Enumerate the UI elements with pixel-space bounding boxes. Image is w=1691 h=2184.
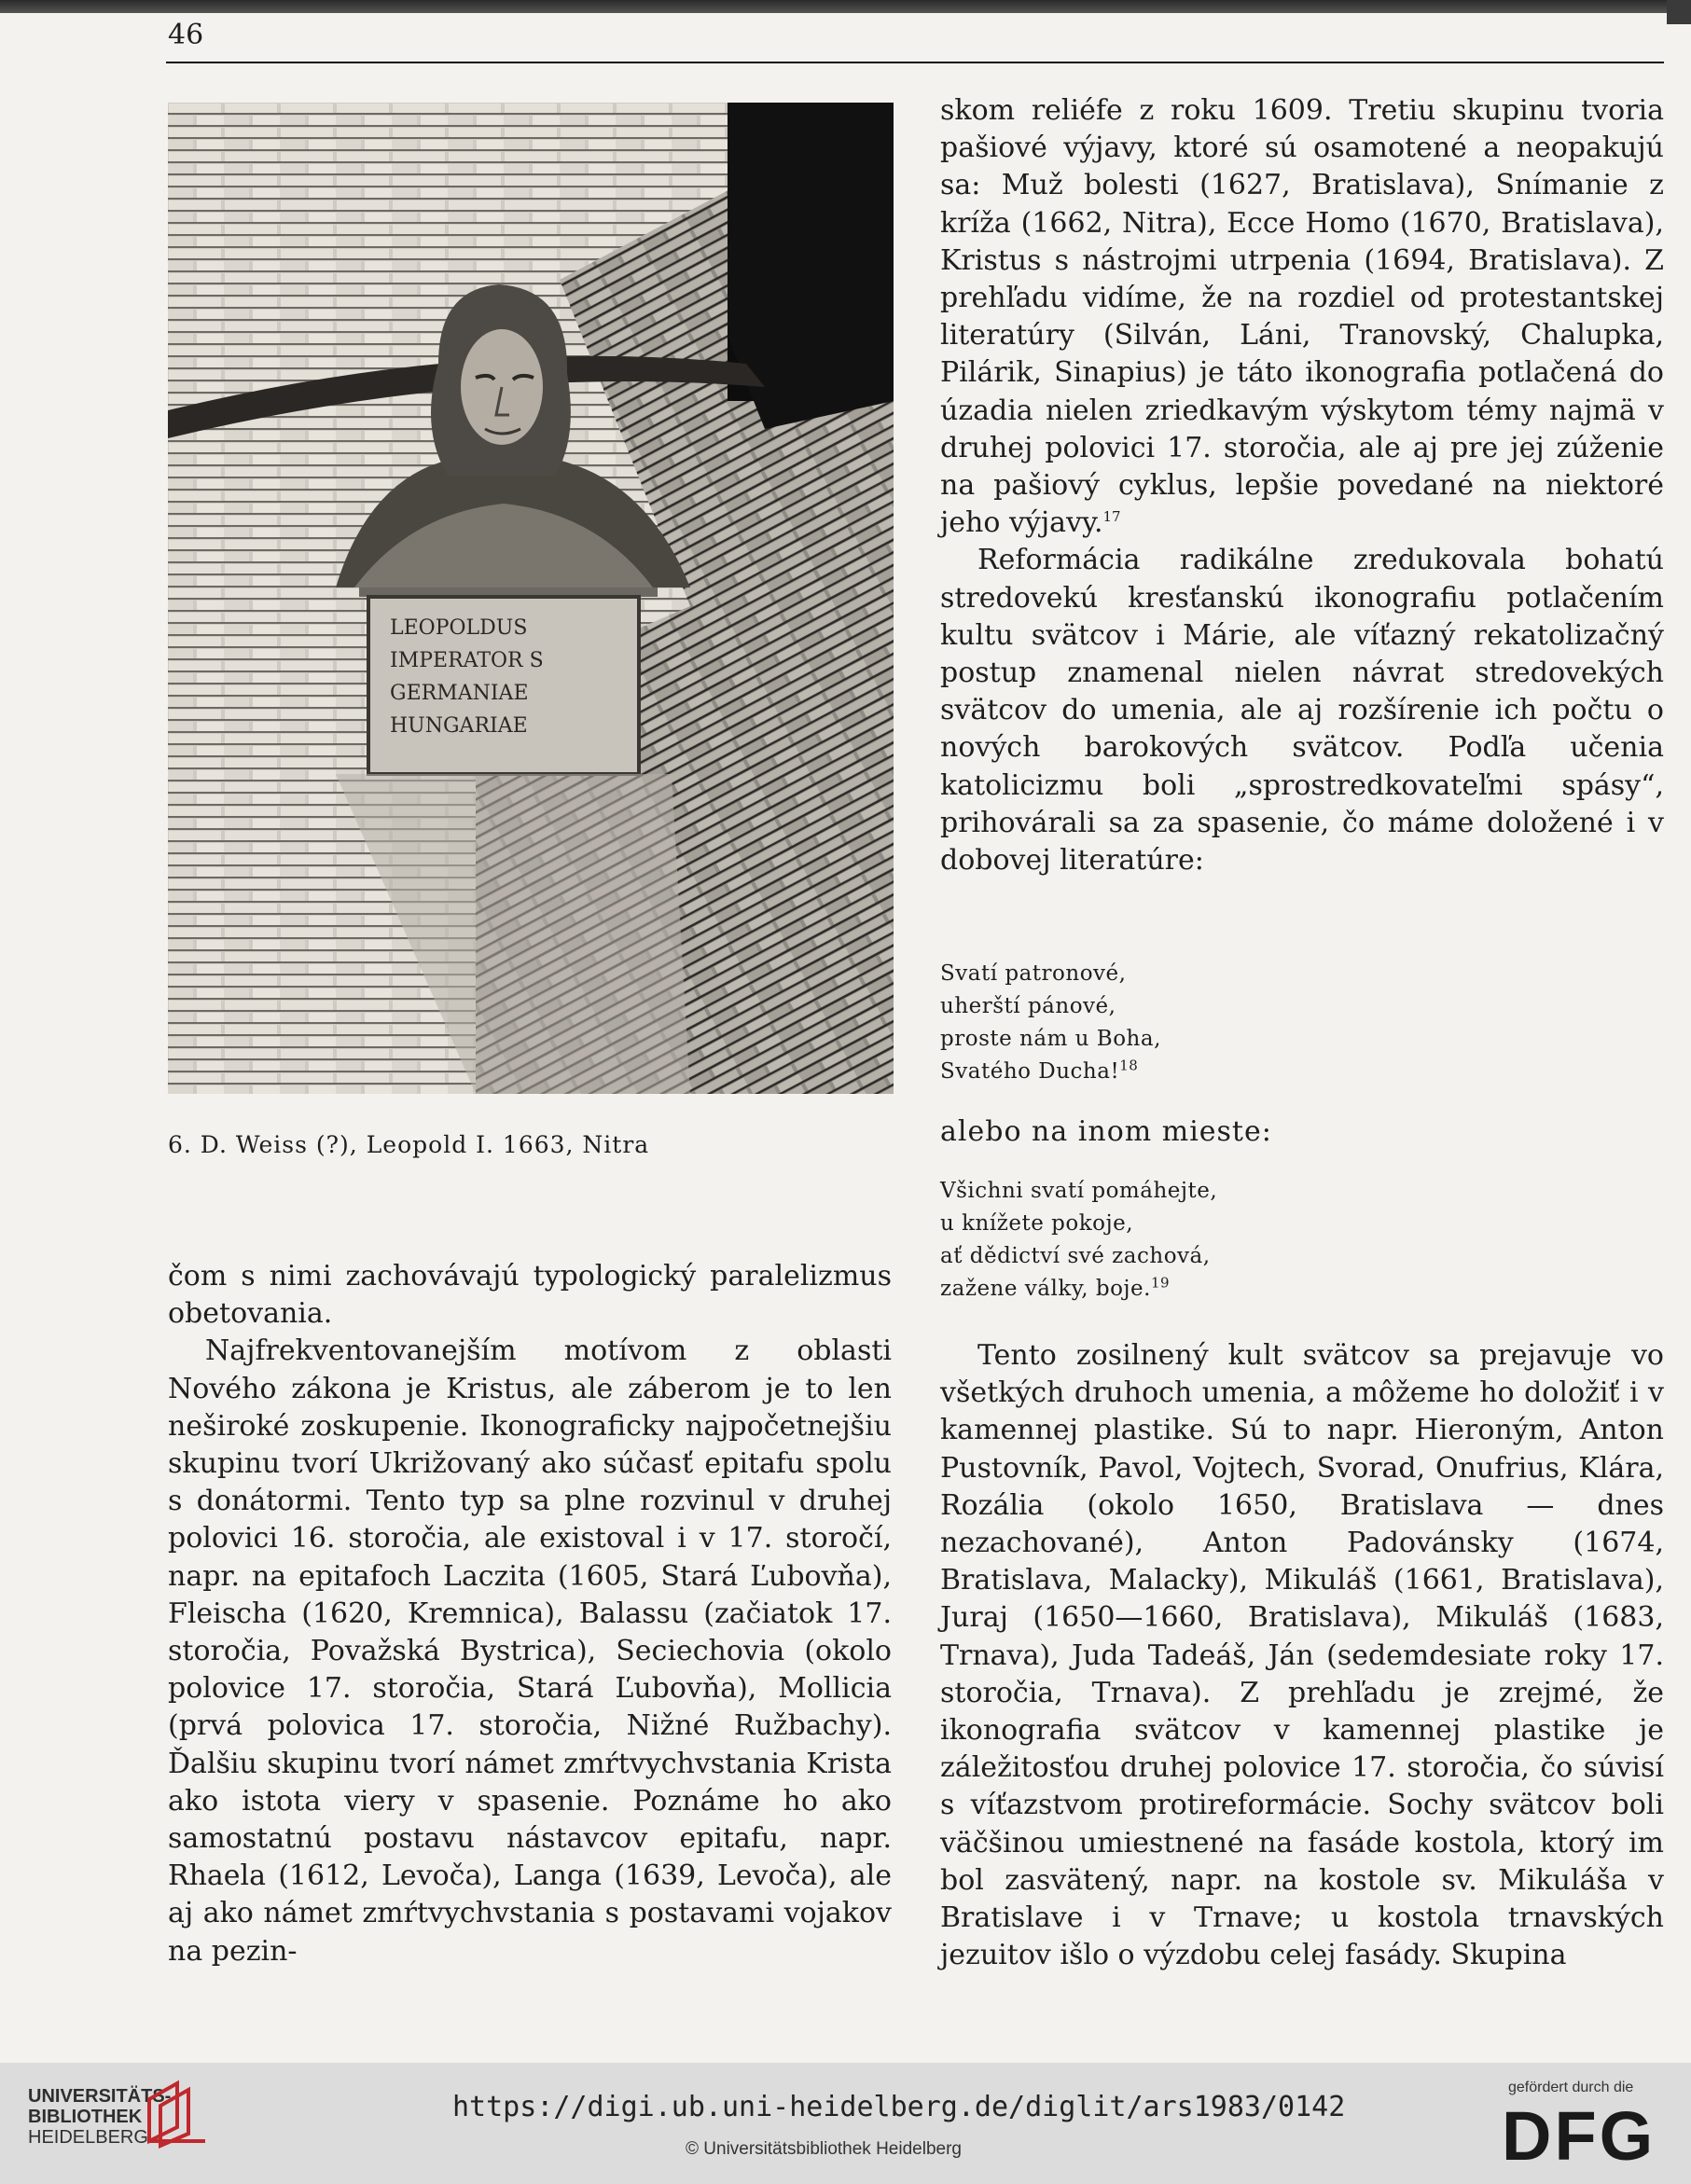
document-url-link[interactable]: https://digi.ub.uni-heidelberg.de/diglit/ars1983/0142 — [452, 2091, 1346, 2123]
footnote-ref: 19 — [1150, 1274, 1171, 1292]
library-name-line: HEIDELBERG — [28, 2127, 148, 2148]
right-column-bottom — [940, 1337, 1664, 1974]
funder-label: gefördert durch die — [1508, 2080, 1634, 2095]
paragraph: Tento zosilnený kult svätcov sa prejavuje vo všetkých druhoch umenia, a môžeme ho doložiť i v kamennej plastike. Sú to napr. Hieroným, Anton Pustovník, Pavol, Vojtech, Svorad, Onufrius, Klára, Rozália (okolo 1650, Bratislava — dnes nezachované), Anton Padovánsky (1674, Bratislava, Malacky), Mikuláš (1661, Bratislava), Juraj (1650—1660, Bratislava), Mikuláš (1683, Trnava), Juda Tadeáš, Ján (sedemdesiate roky 17. storočia, Trnava). Z prehľadu je zrejmé, že ikonografia svätcov v kamennej plastike je záležitosťou druhej polovice 17. storočia, čo súvisí s víťazstvom protireformácie. Sochy svätcov boli väčšinou umiestnené na fasáde kostola, ktorý im bol zasvätený, napr. na kostole sv. Mikuláša v Bratislave i v Trnave; u kostola trnavských jezuitov išlo o výzdobu celej fasády. Skupina — [940, 1339, 1664, 1972]
verse-line: uherští pánové, — [940, 994, 1116, 1018]
paragraph: čom s nimi zachovávajú typologický paralelizmus obetovania. — [168, 1260, 892, 1331]
verse-quote-2 — [940, 1175, 1217, 1306]
copyright-notice: © Universitätsbibliothek Heidelberg — [686, 2139, 962, 2159]
dfg-logo[interactable]: DFG — [1502, 2097, 1656, 2175]
left-column — [168, 1258, 892, 1970]
verse-line: ať dědictví své zachová, — [940, 1244, 1211, 1268]
verse-line: Všichni svatí pomáhejte, — [940, 1179, 1218, 1203]
verse-quote-1 — [940, 958, 1161, 1088]
footer-bar — [0, 2063, 1691, 2184]
figure-photo-leopold-bust — [168, 103, 894, 1094]
paragraph: Najfrekventovanejším motívom z oblasti Nového zákona je Kristus, ale záberom je to len neširoké zoskupenie. Ikonograficky najpočetnejšiu skupinu tvorí Ukrižovaný ako súčasť epitafu spolu s donátormi. Tento typ sa plne rozvinul v druhej polovici 16. storočia, ale existoval i v 17. storočí, napr. na epitafoch Laczita (1605, Stará Ľubovňa), Fleischa (1620, Kremnica), Balassu (začiatok 17. storočia, Považská Bystrica), Seciechovia (okolo polovice 17. storočia, Stará Ľubovňa), Mollicia (prvá polovica 17. storočia, Nižné Ružbachy). Ďalšiu skupinu tvorí námet zmŕtvychvstania Krista ako istota viery v spasenie. Poznáme ho ako samostatnú postavu nástavcov epitafu, napr. Rhaela (1612, Levoča), Langa (1639, Levoča), ale aj ako námet zmŕtvychvstania s postavami vojakov na pezin- — [168, 1334, 892, 1968]
verse-line: Svatí patronové, — [940, 961, 1127, 986]
inscription-line: HUNGARIAE — [390, 714, 528, 738]
right-column-top — [940, 92, 1664, 879]
verse-line-text: Svatého Ducha! — [940, 1059, 1120, 1084]
library-name-line: BIBLIOTHEK — [28, 2107, 143, 2127]
verse-line — [940, 1056, 1161, 1088]
inscription-line: IMPERATOR S — [390, 649, 544, 672]
figure-caption: 6. D. Weiss (?), Leopold I. 1663, Nitra — [168, 1131, 650, 1158]
connector-text: alebo na inom mieste: — [940, 1115, 1272, 1148]
footnote-ref: 18 — [1119, 1057, 1139, 1074]
library-name-line: UNIVERSITÄTS- — [28, 2086, 172, 2107]
verse-line — [940, 1273, 1217, 1306]
library-logo-icon — [140, 2076, 224, 2154]
scan-edge-strip — [0, 0, 1691, 13]
inscription-line: LEOPOLDUS — [390, 616, 528, 640]
header-rule — [166, 62, 1664, 63]
paragraph: Reformácia radikálne zredukovala bohatú stredovekú kresťanskú ikonografiu potlačením kultu svätcov i Márie, ale víťazný rekatolizačný postup znamenal nielen návrat stredovekých svätcov do umenia, ale aj rozšírenie ich počtu o nových barokových svätcov. Podľa učenia katolicizmu boli „sprostredkovateľmi spásy“, prihovárali sa za spasenie, čo máme doložené i v dobovej literatúre: — [940, 544, 1664, 878]
inscription-line: GERMANIAE — [390, 682, 529, 705]
paragraph — [940, 92, 1664, 542]
footnote-ref: 17 — [1102, 508, 1121, 526]
verse-line: u knížete pokoje, — [940, 1211, 1134, 1236]
paragraph-text: skom reliéfe z roku 1609. Tretiu skupinu tvoria pašiové výjavy, ktoré sú osamotené a neopakujú sa: Muž bolesti (1627, Bratislava), Snímanie z kríža (1662, Nitra), Ecce Homo (1670, Bratislava), Kristus s nástrojmi utrpenia (1694, Bratislava). Z prehľadu vidíme, že na rozdiel od protestantskej literatúry (Silván, Láni, Tranovský, Chalupka, Pilárik, Sinapius) je táto ikonografia potlačená do úzadia nielen zriedkavým výskytom témy najmä v druhej polovici 17. storočia, ale aj pre jej zúženie na pašiový cyklus, lepšie povedané na niektoré jeho výjavy. — [940, 94, 1664, 540]
verse-line: proste nám u Boha, — [940, 1027, 1161, 1051]
scan-corner — [1667, 0, 1691, 24]
page-number: 46 — [168, 19, 204, 51]
verse-line-text: zažene války, boje. — [940, 1277, 1151, 1301]
